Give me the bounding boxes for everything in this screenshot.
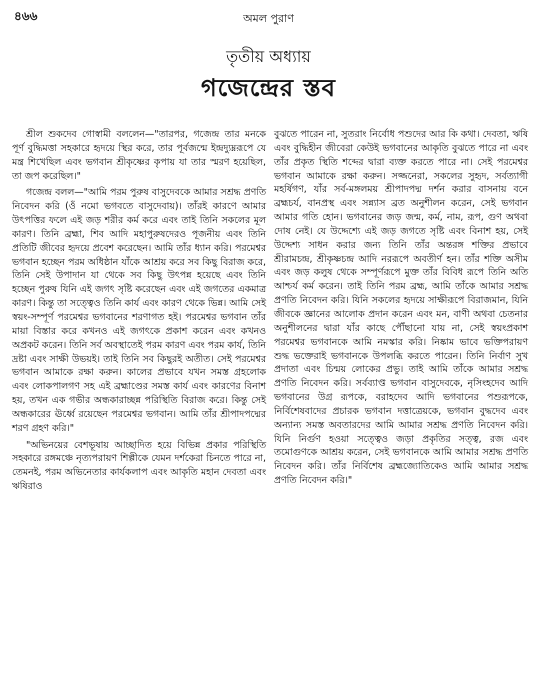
paragraph: শ্রীল শুকদেব গোস্বামী বললেন—"তারপর, গজেন্দ্র তার মনকে পূর্ণ বুদ্ধিমত্তা সহকারে হৃদয়ে স্থির করে, তার পূর্বজন্মে ইন্দ্রদ্যুম্নরূপে যে মন্ত্র শিখেছিল এবং ভগবান শ্রীকৃষ্ণের কৃপায় যা তার স্মরণ হয়েছিল, তা জপ করেছিল।" xyxy=(12,129,266,182)
chapter-title: গজেন্দ্রের স্তব xyxy=(200,74,337,102)
paragraph: গজেন্দ্র বলল—"আমি পরম পুরুষ বাসুদেবকে আমার সশ্রদ্ধ প্রণতি নিবেদন করি (ওঁ নমো ভগবতে বাসুদেবায়)। তাঁরই কারণে আমার উৎপত্তির ফলে এই জড় শরীর কর্ম করে এবং তাই তিনি সকলের মূল কারণ। তিনি ব্রহ্মা, শিব আদি মহাপুরুষদেরও পূজনীয় এবং তিনি প্রতিটি জীবের হৃদয়ে প্রবেশ করেছেন। আমি তাঁর ধ্যান করি। পরমেশ্বর ভগবান হচ্ছেন পরম অধিষ্ঠান যাঁকে আশ্রয় করে সব কিছু বিরাজ করে, তিনি সেই উপাদান যা থেকে সব কিছু উৎপন্ন হয়েছে এবং তিনি হচ্ছেন পুরুষ যিনি এই জগৎ সৃষ্টি করেছেন এবং এই জগতের একমাত্র কারণ। কিন্তু তা সত্ত্বেও তিনি কার্য এবং কারণ থেকে ভিন্ন। আমি সেই স্বয়ং-সম্পূর্ণ পরমেশ্বর ভগবানের শরণাগত হই। পরমেশ্বর ভগবান তাঁর মায়া বিস্তার করে কখনও এই জগৎকে প্রকাশ করেন এবং কখনও অপ্রকট করেন। তিনি সর্ব অবস্থাতেই পরম কারণ এবং পরম কার্য, তিনি দ্রষ্টা এবং সাক্ষী উভয়ই। তাই তিনি সব কিছুরই অতীত। সেই পরমেশ্বর ভগবান আমাকে রক্ষা করুন। কালের প্রভাবে যখন সমস্ত গ্রহলোক এবং লোকপালগণ সহ এই ব্রহ্মাণ্ডের সমস্ত কার্য এবং কারণের বিনাশ হয়, তখন এক গভীর অন্ধকারাচ্ছন্ন পরিস্থিতি বিরাজ করে। কিন্তু সেই অন্ধকারের ঊর্ধ্বে রয়েছেন পরমেশ্বর ভগবান। আমি তাঁর শ্রীপাদপদ্মের শরণ গ্রহণ করি।" xyxy=(12,187,266,434)
running-header: অমল পুরাণ xyxy=(243,12,294,25)
chapter-label: তৃতীয় অধ্যায় xyxy=(226,47,311,66)
page-number: ৪৬৬ xyxy=(14,9,38,23)
left-column xyxy=(12,128,266,494)
paragraph: "অভিনয়ের বেশভূষায় আচ্ছাদিত হয়ে বিভিন্ন প্রকার পরিস্থিতি সহকারে রঙ্গমঞ্চে নৃত্যপরায়ণ শিল্পীকে যেমন দর্শকেরা চিনতে পারে না, তেমনই, পরম অভিনেতার কার্যকলাপ এবং আকৃতি মহান দেবতা এবং ঋষিরাও xyxy=(12,439,266,493)
right-column xyxy=(274,128,528,488)
paragraph: বুঝতে পারেন না, সুতরাং নির্বোধ পশুদের আর কি কথা। দেবতা, ঋষি এবং বুদ্ধিহীন জীবেরা কেউই ভগবানের আকৃতি বুঝতে পারে না এবং তাঁর প্রকৃত স্থিতি শব্দের দ্বারা ব্যক্ত করতে পারে না। সেই পরমেশ্বর ভগবান আমাকে রক্ষা করুন। সজ্জনেরা, সকলের সুহৃদ, সর্বত্যাগী মহর্ষিগণ, যাঁর সর্ব-মঙ্গলময় শ্রীপাদপদ্ম দর্শন করার বাসনায় বনে ব্রহ্মচর্য, বানপ্রস্থ এবং সন্ন্যাস ব্রত অনুশীলন করেন, সেই ভগবান আমার গতি হোন। ভগবানের জড় জন্ম, কর্ম, নাম, রূপ, গুণ অথবা দোষ নেই। যে উদ্দেশ্যে এই জড় জগতে সৃষ্টি এবং বিনাশ হয়, সেই উদ্দেশ্য সাধন করার জন্য তিনি তাঁর অন্তরঙ্গ শক্তির প্রভাবে শ্রীরামচন্দ্র, শ্রীকৃষ্ণচন্দ্র আদি নররূপে অবতীর্ণ হন। তাঁর শক্তি অসীম এবং জড় কলুষ থেকে সম্পূর্ণরূপে মুক্ত তাঁর বিবিধ রূপে তিনি অতি আশ্চর্য কর্ম করেন। তাই তিনি পরম ব্রহ্ম, আমি তাঁকে আমার সশ্রদ্ধ প্রণতি নিবেদন করি। যিনি সকলের হৃদয়ে সাক্ষীরূপে বিরাজমান, যিনি জীবকে জ্ঞানের আলোক প্রদান করেন এবং মন, বাণী অথবা চেতনার অনুশীলনের দ্বারা যাঁর কাছে পৌঁছানো যায় না, সেই স্বয়ংপ্রকাশ পরমেশ্বর ভগবানকে আমি নমস্কার করি। নিষ্কাম ভাবে ভক্তিপরায়ণ শুদ্ধ ভক্তেরাই ভগবানকে উপলব্ধি করতে পারেন। তিনি নির্বাণ সুখ প্রদাতা এবং চিন্ময় লোকের প্রভু। তাই আমি তাঁকে আমার সশ্রদ্ধ প্রণতি নিবেদন করি। সর্বব্যাপ্ত ভগবান বাসুদেবকে, নৃসিংহদেব আদি ভগবানের উগ্র রূপকে, বরাহদেব আদি ভগবানের পশুরূপকে, নির্বিশেষবাদের প্রচারক ভগবান দত্তাত্রেয়কে, ভগবান বুদ্ধদেব এবং অন্যান্য সমস্ত অবতারদের আমি আমার সশ্রদ্ধ প্রণতি নিবেদন করি। যিনি নির্গুণ হওয়া সত্ত্বেও জড়া প্রকৃতির সত্ত্ব, রজ এবং তমোগুণকে আশ্রয় করেন, সেই ভগবানকে আমি আমার সশ্রদ্ধ প্রণতি নিবেদন করি। তাঁর নির্বিশেষ ব্রহ্মজ্যোতিকেও আমি আমার সশ্রদ্ধ প্রণতি নিবেদন করি।" xyxy=(274,129,528,487)
